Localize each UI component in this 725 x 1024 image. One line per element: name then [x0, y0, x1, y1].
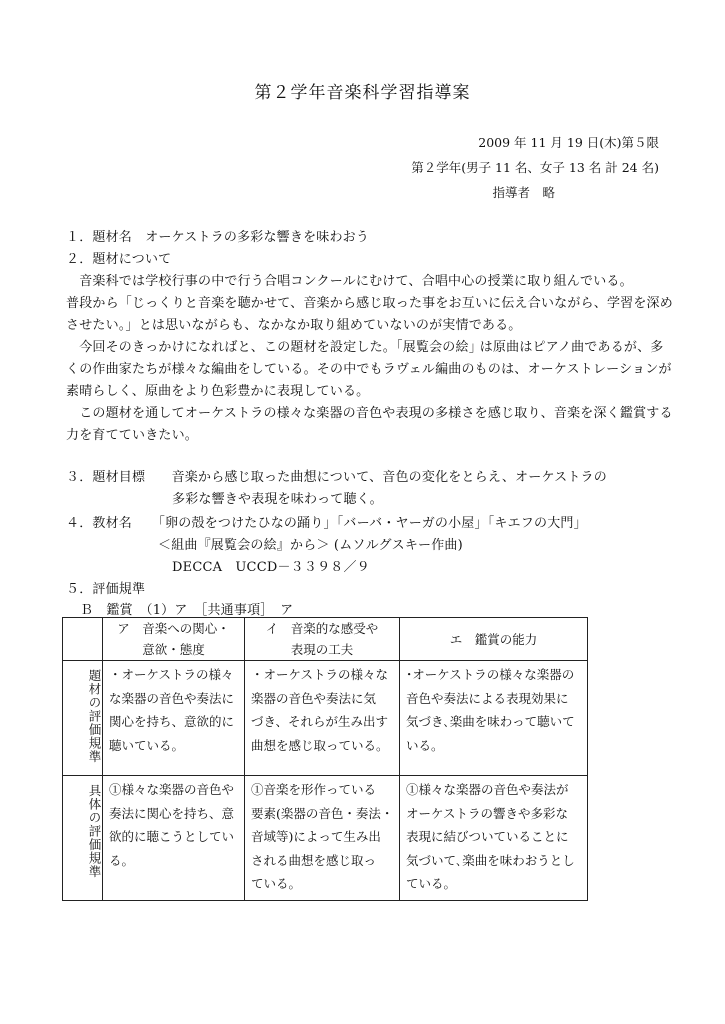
body-line: この題材を通してオーケストラの様々な楽器の音色や表現の多様さを感じ取り、音楽を深く鑑賞する [66, 406, 673, 421]
table-cell: ①音楽を形作っている 要素(楽器の音色・奏法・ 音域等)によって生み出 される曲想を感じ取っ ている。 [245, 776, 400, 901]
materials-line: DECCA UCCD－３３９８／９ [172, 560, 370, 575]
table-cell: ①様々な楽器の音色や奏法が オーケストラの響きや多彩な 表現に結びついていることに 気づいて､楽曲を味わおうとし ている。 [400, 776, 588, 901]
criteria-subheading: Ｂ 鑑賞 （1）ア ［共通事項］ ア [80, 603, 294, 618]
materials-line: ＜組曲『展覧会の絵』から＞ (ムソルグスキー作曲) [158, 538, 463, 553]
body-line: 今回そのきっかけになればと、この題材を設定した。｢展覧会の絵｣ は原曲はピアノ曲であるが、多 [66, 340, 664, 355]
body-line: させたい。」とは思いながらも、なかなか取り組めていないのが実情である。 [66, 318, 522, 333]
table-row [63, 661, 588, 776]
goals-line: ３．題材目標 音楽から感じ取った曲想について、音色の変化をとらえ、オーケストラの [66, 470, 607, 485]
row-label: 題材の評価規準 [63, 661, 103, 776]
table-cell: ・オーケストラの様々な 楽器の音色や奏法に気 づき、それらが生み出す 曲想を感じ取っている。 [245, 661, 400, 776]
table-cell: ①様々な楽器の音色や 奏法に関心を持ち、意 欲的に聴こうとしてい る。 [103, 776, 245, 901]
table-row [63, 776, 588, 901]
materials-line: ４．教材名 「卵の殻をつけたひなの踊り」「バーバ・ヤーガの小屋」「キエフの大門」 [66, 516, 587, 531]
body-line: １．題材名 オーケストラの多彩な響きを味わおう [66, 230, 370, 245]
body-line: くの作曲家たちが様々な編曲をしている。その中でもラヴェル編曲のものは、オーケストレーションが [66, 362, 672, 377]
criteria-heading: ５．評価規準 [66, 582, 146, 597]
table-cell: ・オーケストラの様々 な楽器の音色や奏法に 関心を持ち、意欲的に 聴いている。 [103, 661, 245, 776]
table-cell: ･オーケストラの様々な楽器の 音色や奏法による表現効果に 気づき､楽曲を味わって聴いて いる。 [400, 661, 588, 776]
table-corner [63, 618, 103, 661]
evaluation-table [62, 617, 588, 901]
body-line: 音楽科では学校行事の中で行う合唱コンクールにむけて、合唱中心の授業に取り組んでいる。 [66, 274, 633, 289]
header-perception: イ 音楽的な感受や 表現の工夫 [245, 618, 400, 661]
body-line: 普段から「じっくりと音楽を聴かせて、音楽から感じ取った事をお互いに伝え合いながら、学習を深め [66, 296, 673, 311]
body-line: 素晴らしく、原曲をより色彩豊かに表現している。 [66, 384, 370, 399]
body-line: 力を育てていきたい。 [66, 428, 199, 443]
lesson-date: 2009 年 11 月 19 日(木)第５限 [478, 135, 659, 150]
header-interest: ア 音楽への関心・ 意欲・態度 [103, 618, 245, 661]
document-title: 第２学年音楽科学習指導案 [254, 83, 471, 103]
row-label: 具体の評価規準 [63, 776, 103, 901]
body-line: ２．題材について [66, 252, 172, 267]
class-info: 第２学年(男子 11 名、女子 13 名 計 24 名) [411, 160, 659, 175]
goals-line: 多彩な響きや表現を味わって聴く。 [172, 492, 383, 507]
header-appreciation: エ 鑑賞の能力 [400, 618, 588, 661]
teacher-info: 指導者 略 [492, 185, 555, 200]
